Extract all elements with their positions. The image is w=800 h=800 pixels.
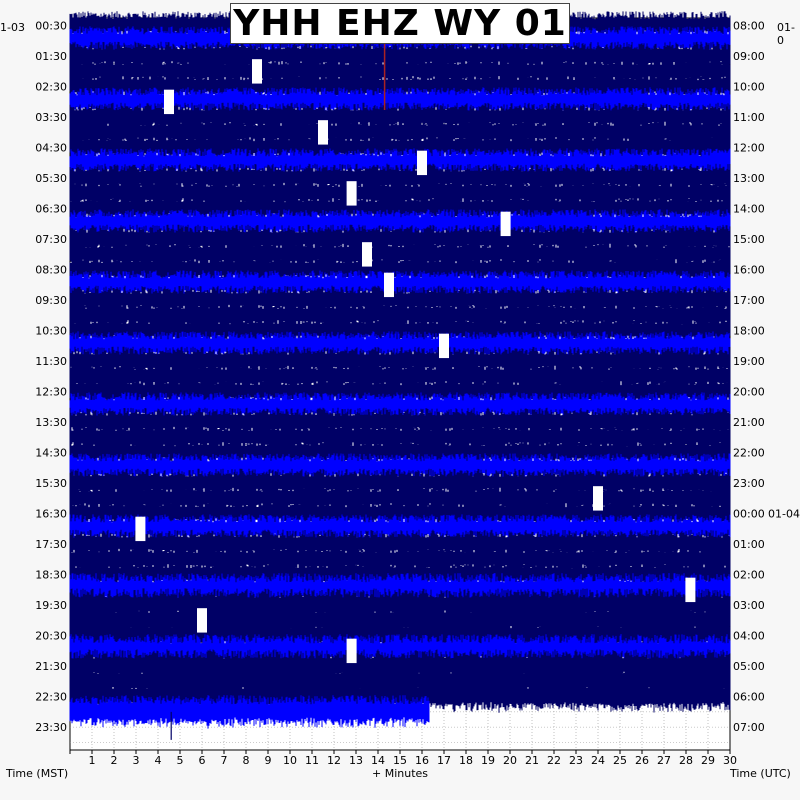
x-tick-label: 11 [305,754,319,767]
x-axis-label: + Minutes [372,767,429,780]
trace-gap [501,212,511,236]
trace-gap [164,90,174,114]
trace-gap [347,639,357,663]
right-time-label: 20:00 [733,385,765,399]
x-tick-label: 6 [198,754,206,767]
trace-gap [417,151,427,175]
left-time-label: 10:30 [35,324,67,338]
right-time-label: 13:00 [733,172,765,186]
x-tick-label: 14 [371,754,385,767]
right-time-label: 01:00 [733,538,765,552]
left-time-label: 08:30 [35,263,67,277]
trace-gap [135,517,145,541]
right-time-label: 14:00 [733,202,765,216]
right-axis-label: Time (UTC) [730,767,791,780]
right-time-label: 00:00 [733,507,765,521]
left-start-date: 1-03 [0,21,25,34]
right-time-label: 02:00 [733,568,765,582]
right-time-label: 06:00 [733,690,765,704]
left-time-label: 06:30 [35,202,67,216]
trace-row [70,695,429,729]
x-tick-label: 3 [132,754,140,767]
x-tick-label: 23 [569,754,583,767]
right-time-label: 04:00 [733,629,765,643]
trace-gap [252,59,262,83]
left-time-label: 04:30 [35,141,67,155]
left-time-label: 12:30 [35,385,67,399]
x-tick-label: 13 [349,754,363,767]
trace-gap [439,334,449,358]
left-time-label: 23:30 [35,721,67,735]
left-time-label: 21:30 [35,660,67,674]
right-time-label: 15:00 [733,233,765,247]
left-time-label: 22:30 [35,690,67,704]
x-tick-label: 18 [459,754,473,767]
trace-gap [685,578,695,602]
x-tick-label: 20 [503,754,517,767]
x-tick-label: 21 [525,754,539,767]
left-time-label: 11:30 [35,355,67,369]
left-time-label: 18:30 [35,568,67,582]
left-time-label: 16:30 [35,507,67,521]
left-time-label: 07:30 [35,233,67,247]
right-time-label: 09:00 [733,50,765,64]
x-tick-label: 4 [154,754,162,767]
x-tick-label: 30 [723,754,737,767]
x-tick-label: 24 [591,754,605,767]
x-tick-label: 12 [327,754,341,767]
x-tick-label: 8 [242,754,250,767]
trace-gap [384,273,394,297]
trace-gap [593,486,603,510]
left-time-label: 15:30 [35,477,67,491]
x-tick-label: 7 [220,754,228,767]
trace-gap [318,120,328,144]
left-time-label: 09:30 [35,294,67,308]
right-time-label: 12:00 [733,141,765,155]
right-next-date: 01-04 [768,507,800,521]
x-tick-label: 16 [415,754,429,767]
x-tick-label: 28 [679,754,693,767]
right-time-label: 08:00 [733,19,765,33]
x-tick-label: 17 [437,754,451,767]
left-time-label: 17:30 [35,538,67,552]
x-tick-label: 2 [110,754,118,767]
x-tick-label: 1 [88,754,96,767]
x-tick-label: 10 [283,754,297,767]
title-box [230,3,570,44]
right-time-label: 18:00 [733,324,765,338]
trace-gap [362,242,372,266]
right-start-date: 01-0 [777,21,795,47]
left-time-label: 14:30 [35,446,67,460]
left-time-label: 19:30 [35,599,67,613]
right-time-label: 19:00 [733,355,765,369]
x-tick-label: 15 [393,754,407,767]
x-tick-label: 29 [701,754,715,767]
right-time-label: 11:00 [733,111,765,125]
x-tick-label: 5 [176,754,184,767]
right-time-label: 17:00 [733,294,765,308]
left-time-label: 00:30 [35,19,67,33]
x-tick-label: 26 [635,754,649,767]
x-tick-label: 22 [547,754,561,767]
x-tick-label: 25 [613,754,627,767]
left-axis-label: Time (MST) [6,767,69,780]
left-time-label: 20:30 [35,629,67,643]
chart-title: YHH EHZ WY 01 [233,2,567,44]
x-tick-label: 27 [657,754,671,767]
trace-gap [347,181,357,205]
left-time-label: 05:30 [35,172,67,186]
trace-group [70,11,730,740]
right-time-label: 07:00 [733,721,765,735]
left-time-label: 02:30 [35,80,67,94]
right-time-label: 10:00 [733,80,765,94]
trace-gap [197,608,207,632]
right-time-label: 22:00 [733,446,765,460]
left-time-label: 03:30 [35,111,67,125]
right-time-label: 16:00 [733,263,765,277]
right-time-label: 23:00 [733,477,765,491]
x-tick-label: 9 [264,754,272,767]
left-time-label: 01:30 [35,50,67,64]
x-tick-label: 19 [481,754,495,767]
right-time-label: 21:00 [733,416,765,430]
left-time-label: 13:30 [35,416,67,430]
right-time-label: 05:00 [733,660,765,674]
right-time-label: 03:00 [733,599,765,613]
